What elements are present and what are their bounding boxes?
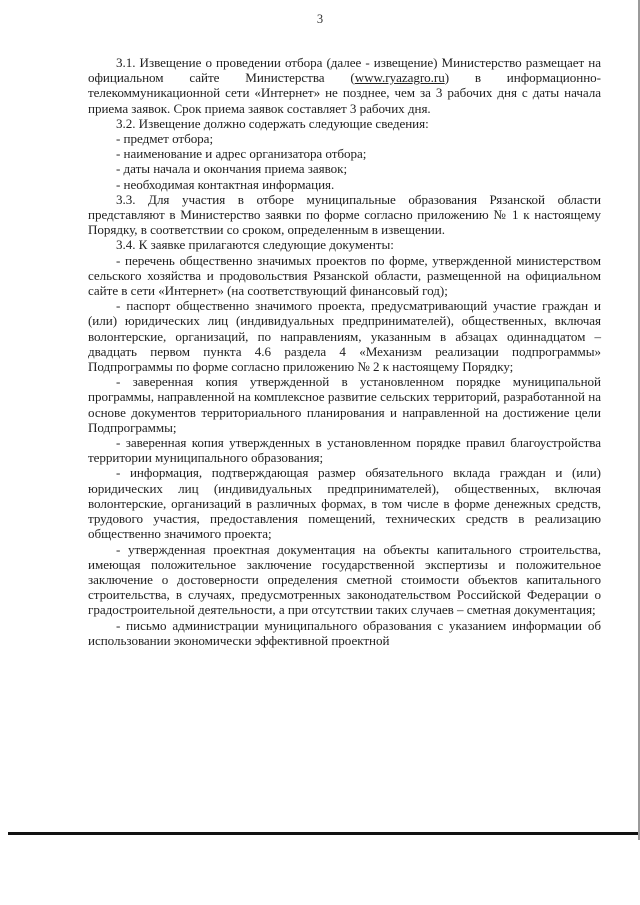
list-item: - заверенная копия утвержденных в установленном порядке правил благоустройства территории муниципального образования; xyxy=(88,435,601,466)
list-item: - предмет отбора; xyxy=(116,131,214,147)
page-number: 3 xyxy=(316,12,324,26)
list-item: - утвержденная проектная документация на объекты капитального строительства, имеющая положительное заключение государственной экспертизы и положительное заключение о достоверности определения сметной стоимости объектов капитального строительства, в случаях, предусмотренных законодательством Российской Федерации о градостроительной деятельности, а при отсутствии таких случаев – сметная документация; xyxy=(88,541,601,618)
paragraph-3-3: 3.3. Для участия в отборе муниципальные образования Рязанской области представляют в Министерство заявки по форме согласно приложению № 1 к настоящему Порядку, в соответствии со сроком, определенным в извещении. xyxy=(88,191,601,238)
list-item: - необходимая контактная информация. xyxy=(116,176,335,192)
paragraph-3-1-text-b: ) в информационно-телекоммуникационной сети «Интернет» не позднее, чем за 3 рабочих дня с даты начала приема заявок. Срок приема заявок составляет 3 рабочих дня. xyxy=(88,70,601,116)
paragraph-3-4: 3.4. К заявке прилагаются следующие документы: xyxy=(116,237,394,253)
paragraph-3-2: 3.2. Извещение должно содержать следующие сведения: xyxy=(116,115,429,131)
list-item: - даты начала и окончания приема заявок; xyxy=(116,161,348,177)
list-item: - информация, подтверждающая размер обязательного вклада граждан и (или) юридических лиц (индивидуальных предпринимателей), общественных, включая волонтерские, организаций в различных формах, в том числе в форме денежных средств, трудового участия, предоставления помещений, технических средств в реализацию общественно значимого проекта; xyxy=(88,465,601,542)
list-item: - письмо администрации муниципального образования с указанием информации об использовании экономически эффективной проектной xyxy=(88,617,601,648)
list-item: - перечень общественно значимых проектов по форме, утвержденной министерством сельского хозяйства и продовольствия Рязанской области, размещенной на официальном сайте в сети «Интернет» (на соответствующий финансовый год); xyxy=(88,252,601,299)
list-item: - заверенная копия утвержденной в установленном порядке муниципальной программы, направленной на комплексное развитие сельских территорий, разработанной на основе документов территориального планирования и направленной на достижение цели Подпрограммы; xyxy=(88,374,601,435)
list-item: - наименование и адрес организатора отбора; xyxy=(116,146,367,162)
ministry-website-link[interactable]: www.ryazagro.ru xyxy=(354,70,445,86)
scan-bottom-edge xyxy=(8,832,640,835)
paragraph-3-1-text-a: 3.1. Извещение о проведении отбора (далее - извещение) Министерство размещает на официальном сайте Министерства ( xyxy=(88,55,601,86)
document-body xyxy=(88,55,601,648)
list-item: - паспорт общественно значимого проекта, предусматривающий участие граждан и (или) юридических лиц (индивидуальных предпринимателей), общественных, включая волонтерские, организаций, по направлениям, указанным в абзацах одиннадцатом – двадцать первом пункта 4.6 раздела 4 «Механизм реализации подпрограммы» Подпрограммы по форме согласно приложению № 2 к настоящему Порядку; xyxy=(88,298,601,375)
paragraph-3-1 xyxy=(88,55,601,116)
